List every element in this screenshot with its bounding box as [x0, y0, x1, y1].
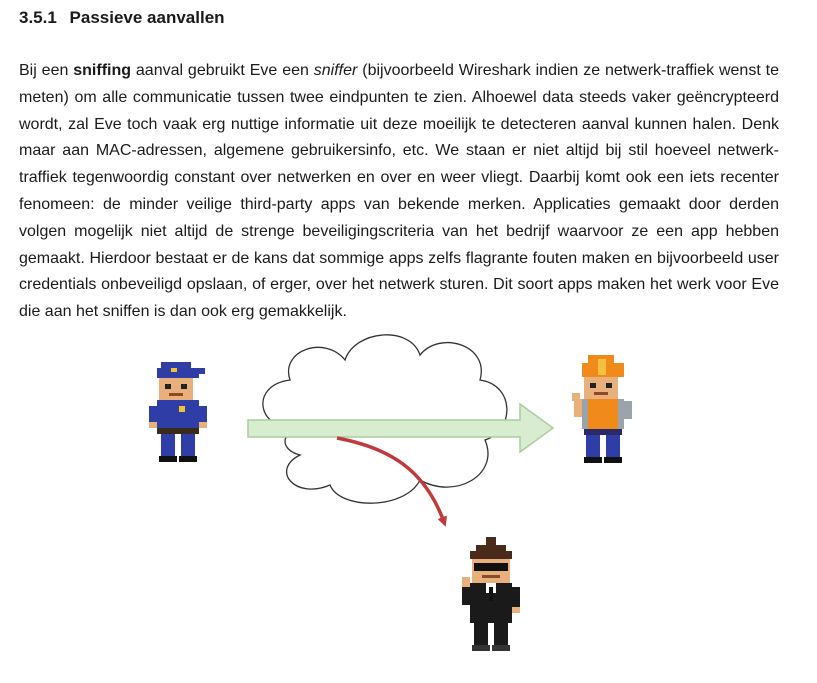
worker-icon [572, 355, 632, 463]
term-sniffing: sniffing [73, 62, 132, 79]
section-title: Passieve aanvallen [69, 8, 225, 27]
text-segment: Bij een [19, 62, 74, 79]
section-number: 3.5.1 [19, 8, 57, 27]
cloud-icon [263, 335, 507, 503]
police-officer-icon [149, 362, 207, 462]
spy-eve-icon [462, 537, 520, 651]
term-sniffer: sniffer [313, 62, 358, 79]
text-segment: (bijvoorbeeld Wireshark indien ze netwerk-traffiek wenst te meten) om alle communicatie tussen twee eindpunten te zien. Alhoewel data steeds vaker geëncrypteerd wordt, zal Eve toch vaak erg nuttige informatie uit deze moeilijk te detecteren aanval kunnen halen. Denk maar aan MAC-adressen, algemene gebruikersinfo, etc. We staan er niet altijd bij stil hoeveel netwerk-traffiek tegenwoordig constant over netwerken en over en weer vliegt. Daarbij komt ook een iets recenter fenomeen: de minder veilige third-party apps van bekende merken. Applicaties gemaakt door derden volgen mogelijk niet altijd de strenge beveiligingscriteria van het bedrijf waarvoor ze een app hebben gemaakt. Hierdoor bestaat er de kans dat sommige apps zelfs flagrante fouten maken en bijvoorbeeld user credentials onbeveiligd opslaan, of erger, over het netwerk sturen. Dit soort apps maken het werk voor Eve die aan het sniffen is dan ook erg gemakkelijk. [19, 62, 779, 321]
text-segment: aanval gebruikt Eve een [131, 62, 314, 79]
